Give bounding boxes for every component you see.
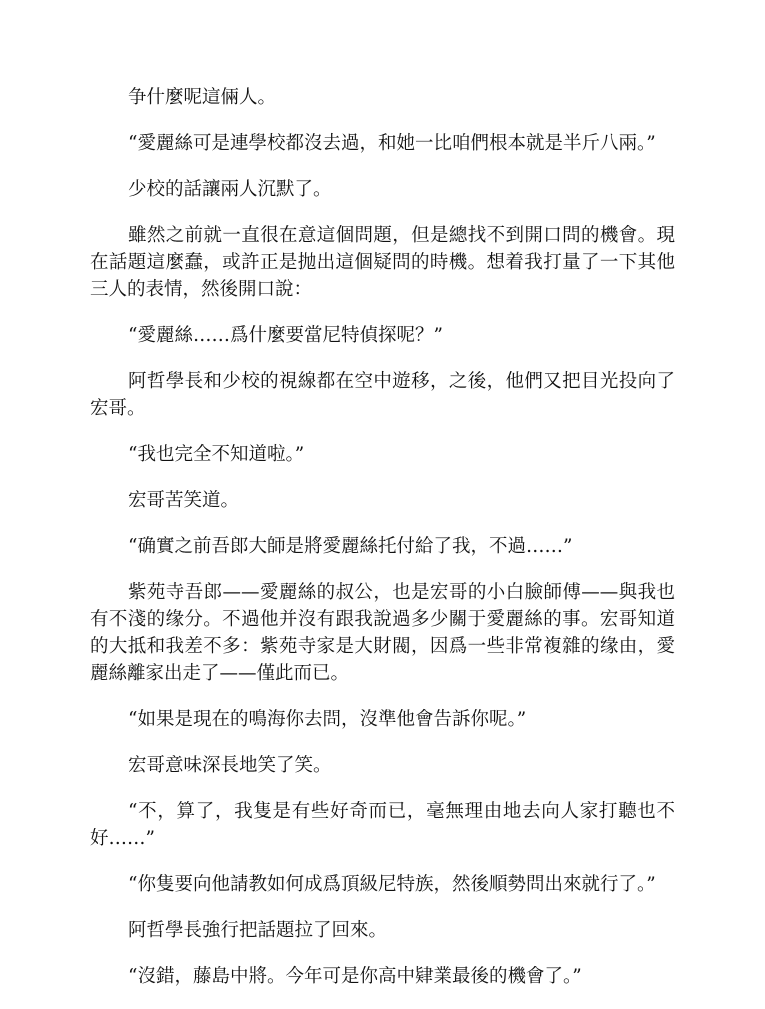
paragraph-15: 阿哲學長強行把話題拉了回來。 <box>128 920 388 941</box>
paragraph-12: 宏哥意味深長地笑了笑。 <box>128 755 332 776</box>
paragraph-8: 宏哥苦笑道。 <box>128 490 240 511</box>
paragraph-9: “确實之前吾郎大師是將愛麗絲托付給了我，不過……” <box>128 536 573 557</box>
paragraph-16: “沒錯，藤島中將。今年可是你高中肄業最後的機會了。” <box>128 966 582 987</box>
paragraph-14: “你隻要向他請教如何成爲頂級尼特族，然後順勢問出來就行了。” <box>128 874 656 895</box>
paragraph-11: “如果是現在的鳴海你去問，沒準他會告訴你呢。” <box>128 709 527 730</box>
paragraph-5: “愛麗絲……爲什麼要當尼特偵探呢？” <box>128 325 443 346</box>
paragraph-6: 阿哲學長和少校的視線都在空中遊移，之後，他們又把目光投向了宏哥。 <box>90 371 675 419</box>
paragraph-4: 雖然之前就一直很在意這個問題，但是總找不到開口問的機會。現在話題這麼蠢，或許正是抛出這個疑問的時機。想着我打量了一下其他三人的表情，然後開口說： <box>90 225 675 300</box>
paragraph-1: 争什麼呢這倆人。 <box>128 87 277 108</box>
paragraph-7: “我也完全不知道啦。” <box>128 444 305 465</box>
paragraph-10: 紫苑寺吾郎——愛麗絲的叔公，也是宏哥的小白臉師傅——與我也有不淺的缘分。不過他并沒有跟我說過多少關于愛麗絲的事。宏哥知道的大抵和我差不多：紫苑寺家是大財閥，因爲一些非常複雜的缘由，愛麗絲離家出走了——僅此而已。 <box>90 582 675 684</box>
paragraph-3: 少校的話讓兩人沉默了。 <box>128 179 332 200</box>
paragraph-2: “愛麗絲可是連學校都沒去過，和她一比咱們根本就是半斤八兩。” <box>128 133 656 154</box>
document-page <box>90 84 675 1009</box>
paragraph-13: “不，算了，我隻是有些好奇而已，毫無理由地去向人家打聽也不好……” <box>90 801 675 849</box>
